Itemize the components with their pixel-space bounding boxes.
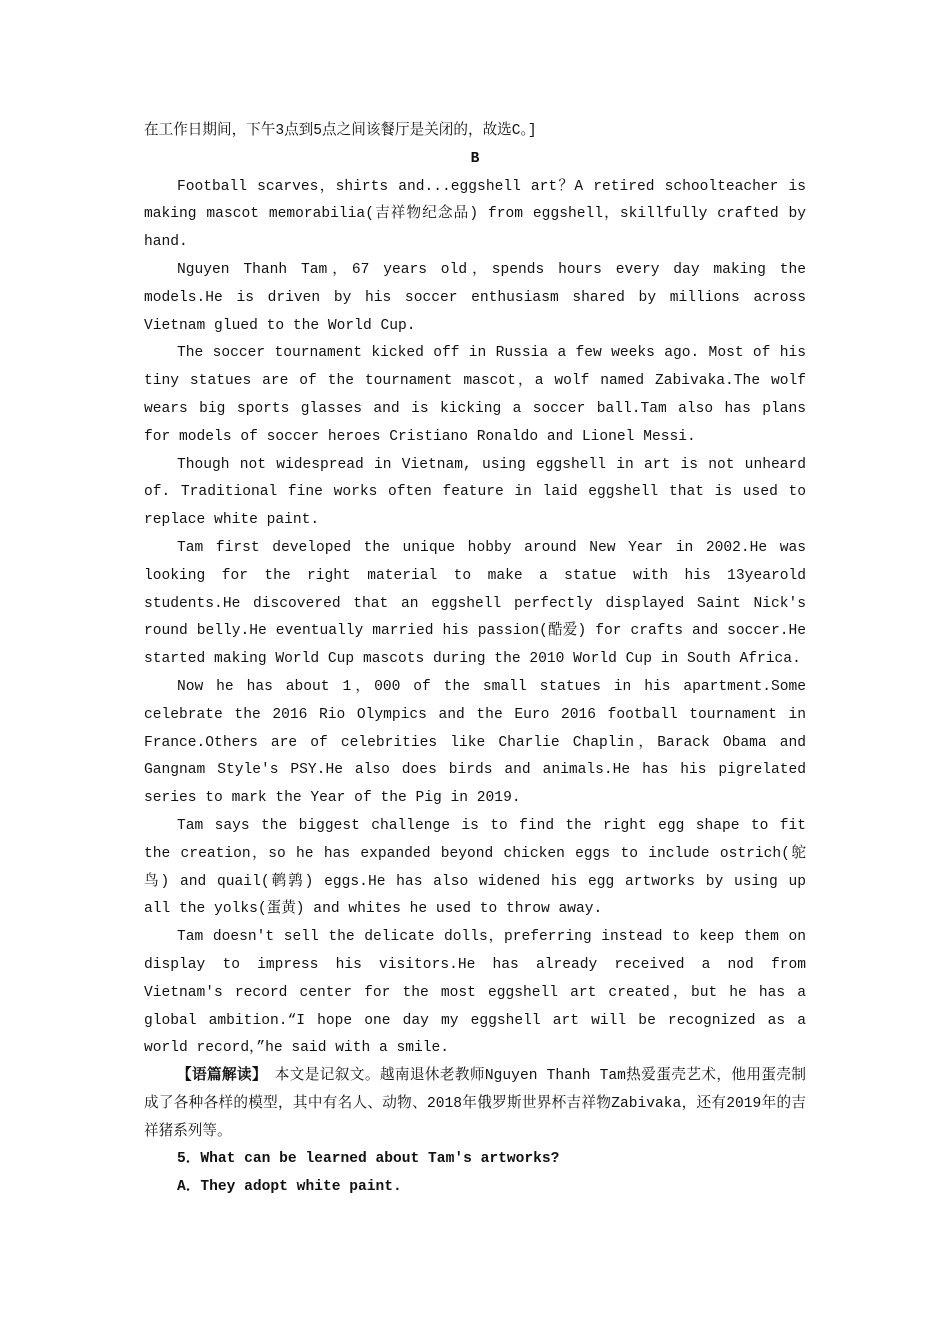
analysis-text: 本文是记叙文。越南退休老教师Nguyen Thanh Tam热爱蛋壳艺术，他用蛋壳制成了各种各样的模型，其中有名人、动物、2018年俄罗斯世界杯吉祥物Zabivaka，还有2019年的吉祥猪系列等。: [144, 1068, 806, 1140]
question-option-a: A．They adopt white paint.: [177, 1179, 402, 1196]
paragraph-1: Football scarves，shirts and...eggshell art？A retired schoolteacher is making mascot memorabilia(吉祥物纪念品) from eggshell，skillfully crafted by hand.: [144, 178, 806, 251]
document-page: [144, 118, 806, 1202]
paragraph-2: Nguyen Thanh Tam，67 years old，spends hours every day making the models.He is driven by his soccer enthusiasm shared by millions across Vietnam glued to the World Cup.: [144, 261, 806, 334]
paragraph-4: Though not widespread in Vietnam, using eggshell in art is not unheard of. Traditional fine works often feature in laid eggshell that is used to replace white paint.: [144, 456, 806, 529]
paragraph-3: The soccer tournament kicked off in Russia a few weeks ago. Most of his tiny statues are of the tournament mascot，a wolf named Zabivaka.The wolf wears big sports glasses and is kicking a soccer ball.Tam also has plans for models of soccer heroes Cristiano Ronaldo and Lionel Messi.: [144, 345, 806, 445]
paragraph-6: Now he has about 1，000 of the small statues in his apartment.Some celebrate the 2016 Rio Olympics and the Euro 2016 football tournament in France.Others are of celebrities like Charlie Chaplin，Barack Obama and Gangnam Style's PSY.He also does birds and animals.He has his pigrelated series to mark the Year of the Pig in 2019.: [144, 678, 806, 807]
analysis-tag: 【语篇解读】: [177, 1068, 260, 1085]
paragraph-5: Tam first developed the unique hobby around New Year in 2002.He was looking for the right material to make a statue with his 13yearold students.He discovered that an eggshell perfectly displayed Saint Nick's round belly.He eventually married his passion(酷爱) for crafts and soccer.He started making World Cup mascots during the 2010 World Cup in South Africa.: [144, 539, 806, 668]
analysis-paragraph: [144, 1063, 806, 1146]
paragraph-8: Tam doesn't sell the delicate dolls，preferring instead to keep them on display to impress his visitors.He has already received a nod from Vietnam's record center for the most eggshell art created，but he has a global ambition.“I hope one day my eggshell art will be recognized as a world record，”he said with a smile.: [144, 929, 806, 1057]
paragraph-7: Tam says the biggest challenge is to find the right egg shape to fit the creation，so he has expanded beyond chicken eggs to include ostrich(鸵鸟) and quail(鹌鹑) eggs.He has also widened his egg artworks by using up all the yolks(蛋黄) and whites he used to throw away.: [144, 817, 806, 918]
question-stem: 5．What can be learned about Tam's artworks?: [177, 1151, 560, 1168]
section-label: B: [470, 150, 480, 167]
intro-line: 在工作日期间，下午3点到5点之间该餐厅是关闭的，故选C。]: [144, 123, 537, 139]
